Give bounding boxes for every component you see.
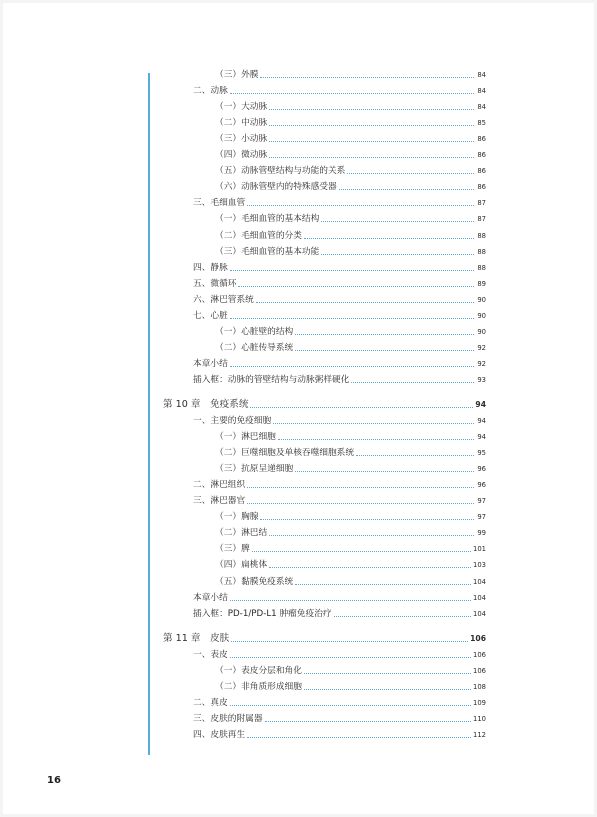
dot-leader: [238, 286, 474, 287]
dot-leader: [260, 77, 474, 78]
toc-entry-title: （一）大动脉: [215, 102, 268, 113]
dot-leader: [339, 189, 474, 190]
toc-entry[interactable]: [215, 116, 486, 130]
toc-entry-title: （二）淋巴结: [215, 528, 268, 539]
dot-leader: [295, 350, 474, 351]
toc-entry-title: 六、淋巴管系统: [193, 294, 254, 305]
toc-entry-title: （三）小动脉: [215, 134, 268, 145]
toc-entry[interactable]: [193, 696, 486, 710]
toc-entry-page: 103: [473, 561, 486, 570]
dot-leader: [231, 641, 468, 642]
toc-entry-title: 本章小结: [193, 592, 228, 603]
toc-entry[interactable]: [215, 341, 486, 355]
toc-entry[interactable]: [193, 309, 486, 323]
toc-entry-page: 94: [477, 417, 486, 425]
dot-leader: [295, 471, 474, 472]
toc-entry-page: 95: [477, 449, 486, 458]
toc-entry[interactable]: [193, 357, 486, 371]
toc-entry[interactable]: [215, 245, 486, 259]
toc-entry-page: 86: [477, 135, 486, 144]
toc-entry-title: （二）心脏传导系统: [215, 342, 294, 353]
toc-entry-page: 97: [477, 513, 486, 522]
toc-chapter-entry[interactable]: [163, 632, 486, 646]
toc-entry[interactable]: [215, 100, 486, 114]
toc-chapter-entry[interactable]: [163, 398, 486, 412]
toc-entry-title: （三）外膜: [215, 70, 259, 80]
toc-entry-page: 104: [473, 577, 486, 586]
toc-entry[interactable]: [215, 680, 486, 694]
toc-entry[interactable]: [215, 664, 486, 678]
dot-leader: [230, 657, 471, 658]
dot-leader: [269, 125, 474, 126]
toc-entry[interactable]: [193, 373, 486, 387]
dot-leader: [347, 173, 474, 174]
dot-leader: [247, 503, 474, 504]
toc-entry[interactable]: [193, 607, 486, 621]
toc-entry[interactable]: [215, 212, 486, 226]
toc-entry-page: 86: [477, 167, 486, 176]
toc-entry[interactable]: [215, 325, 486, 339]
toc-entry[interactable]: [215, 510, 486, 524]
toc-entry-title: （一）心脏壁的结构: [215, 326, 294, 337]
toc-entry-page: 106: [470, 633, 486, 643]
toc-entry-page: 89: [477, 279, 486, 288]
toc-entry-page: 109: [473, 698, 486, 707]
toc-entry-page: 88: [477, 263, 486, 272]
toc-entry[interactable]: [215, 542, 486, 556]
toc-entry[interactable]: [215, 229, 486, 243]
dot-leader: [304, 689, 471, 690]
dot-leader: [250, 407, 473, 408]
toc-entry-page: 90: [477, 295, 486, 304]
toc-entry-page: 106: [473, 666, 486, 675]
toc-entry[interactable]: [215, 526, 486, 540]
toc-entry-page: 92: [477, 359, 486, 368]
toc-entry-page: 94: [475, 399, 486, 409]
dot-leader: [269, 535, 474, 536]
dot-leader: [230, 93, 474, 94]
toc-entry-page: 88: [477, 231, 486, 240]
dot-leader: [265, 721, 472, 722]
toc-entry[interactable]: [193, 591, 486, 605]
toc-entry-title: （三）脾: [215, 544, 250, 555]
dot-leader: [295, 584, 471, 585]
toc-entry[interactable]: [193, 494, 486, 508]
dot-leader: [278, 439, 474, 440]
toc-entry-page: 97: [477, 497, 486, 506]
toc-entry-title: （五）动脉管壁结构与功能的关系: [215, 166, 346, 177]
toc-entry-page: 88: [477, 247, 486, 256]
toc-entry-page: 104: [473, 593, 486, 602]
toc-entry-page: 106: [473, 650, 486, 659]
dot-leader: [260, 519, 474, 520]
toc-entry-title: （一）淋巴细胞: [215, 432, 276, 443]
toc-entry[interactable]: [193, 478, 486, 492]
toc-entry-page: 85: [477, 119, 486, 128]
toc-entry[interactable]: [193, 277, 486, 291]
toc-entry-title: （三）抗原呈递细胞: [215, 464, 294, 475]
toc-entry[interactable]: [193, 414, 486, 428]
dot-leader: [351, 382, 474, 383]
toc-entry-page: 92: [477, 343, 486, 352]
toc-entry-title: 二、动脉: [193, 86, 228, 97]
page-number: 16: [47, 775, 61, 786]
toc-entry-title: （五）黏膜免疫系统: [215, 576, 294, 587]
dot-leader: [256, 302, 474, 303]
toc-entry-title: （三）毛细血管的基本功能: [215, 246, 320, 257]
toc-entry-page: 110: [473, 714, 486, 723]
toc-entry[interactable]: [215, 164, 486, 178]
toc-entry-title: 四、皮肤再生: [193, 729, 246, 740]
toc-entry-page: 93: [477, 375, 486, 384]
dot-leader: [269, 141, 474, 142]
toc-entry-page: 90: [477, 327, 486, 336]
toc-entry-title: （六）动脉管壁内的特殊感受器: [215, 182, 337, 193]
dot-leader: [230, 366, 474, 367]
dot-leader: [269, 567, 471, 568]
toc-entry[interactable]: [215, 180, 486, 194]
toc-entry-title: （一）胸腺: [215, 512, 259, 523]
toc-entry-title: 二、淋巴组织: [193, 480, 246, 491]
toc-entry-title: 一、主要的免疫细胞: [193, 416, 272, 426]
toc-entry-title: 五、微循环: [193, 278, 237, 289]
toc-entry[interactable]: [215, 430, 486, 444]
toc-entry-title: 三、皮肤的附属器: [193, 713, 263, 724]
toc-entry-title: （一）毛细血管的基本结构: [215, 214, 320, 225]
dot-leader: [269, 157, 474, 158]
dot-leader: [269, 109, 474, 110]
dot-leader: [230, 270, 474, 271]
toc-entry-page: 84: [477, 87, 486, 96]
toc-entry[interactable]: [193, 648, 486, 662]
dot-leader: [230, 600, 471, 601]
toc-entry-title: 本章小结: [193, 358, 228, 369]
toc-entry-title: 插入框：PD-1/PD-L1 肿瘤免疫治疗: [193, 608, 332, 619]
toc-entry-page: 112: [473, 730, 486, 739]
toc-entry-title: （二）非角质形成细胞: [215, 681, 302, 692]
toc-entry[interactable]: [193, 84, 486, 98]
toc-entry[interactable]: [215, 132, 486, 146]
toc-entry-page: 84: [477, 103, 486, 112]
toc-entry[interactable]: [193, 293, 486, 307]
toc-entry-title: （四）扁桃体: [215, 560, 268, 571]
toc-entry-page: 104: [473, 609, 486, 618]
toc-entry-title: （一）表皮分层和角化: [215, 665, 302, 676]
toc-entry[interactable]: [215, 148, 486, 162]
dot-leader: [247, 737, 471, 738]
toc-entry[interactable]: [193, 261, 486, 275]
toc-entry[interactable]: [193, 196, 486, 210]
document-page: [3, 3, 594, 814]
dot-leader: [247, 205, 474, 206]
dot-leader: [230, 318, 474, 319]
dot-leader: [356, 455, 474, 456]
toc-entry-title: （二）巨噬细胞及单核吞噬细胞系统: [215, 448, 354, 459]
toc-entry-title: 第 10 章 免疫系统: [163, 398, 249, 410]
toc-entry[interactable]: [193, 712, 486, 726]
toc-entry-page: 84: [477, 71, 486, 79]
toc-entry-page: 99: [477, 529, 486, 538]
toc-entry[interactable]: [215, 68, 486, 82]
toc-entry-title: （二）毛细血管的分类: [215, 230, 302, 241]
toc-entry-title: 三、毛细血管: [193, 198, 246, 209]
toc-entry[interactable]: [215, 462, 486, 476]
toc-entry[interactable]: [193, 728, 486, 742]
toc-entry-page: 86: [477, 183, 486, 192]
toc-entry-page: 101: [473, 545, 486, 554]
dot-leader: [273, 423, 474, 424]
toc-entry-title: 插入框：动脉的管壁结构与动脉粥样硬化: [193, 374, 350, 385]
toc-entry-title: 第 11 章 皮肤: [163, 632, 230, 644]
dot-leader: [321, 221, 474, 222]
toc-entry-page: 87: [477, 215, 486, 224]
dot-leader: [304, 238, 474, 239]
toc-entry-title: （二）中动脉: [215, 118, 268, 129]
toc-entry-page: 90: [477, 311, 486, 320]
toc-entry-page: 96: [477, 481, 486, 490]
table-of-contents: [3, 3, 594, 814]
dot-leader: [321, 254, 474, 255]
dot-leader: [295, 334, 474, 335]
dot-leader: [252, 551, 471, 552]
toc-entry-title: 三、淋巴器官: [193, 496, 246, 507]
toc-entry-page: 86: [477, 151, 486, 160]
dot-leader: [230, 705, 471, 706]
toc-entry-title: 一、表皮: [193, 649, 228, 660]
toc-entry-page: 96: [477, 465, 486, 474]
toc-entry-title: 二、真皮: [193, 697, 228, 708]
dot-leader: [304, 673, 471, 674]
toc-entry-title: 四、静脉: [193, 262, 228, 273]
toc-entry-page: 94: [477, 433, 486, 442]
toc-entry-page: 108: [473, 682, 486, 691]
toc-entry-title: （四）微动脉: [215, 150, 268, 161]
toc-entry-page: 87: [477, 199, 486, 208]
dot-leader: [334, 616, 471, 617]
dot-leader: [247, 487, 474, 488]
toc-entry[interactable]: [215, 446, 486, 460]
toc-entry[interactable]: [215, 558, 486, 572]
toc-entry[interactable]: [215, 575, 486, 589]
toc-entry-title: 七、心脏: [193, 310, 228, 321]
